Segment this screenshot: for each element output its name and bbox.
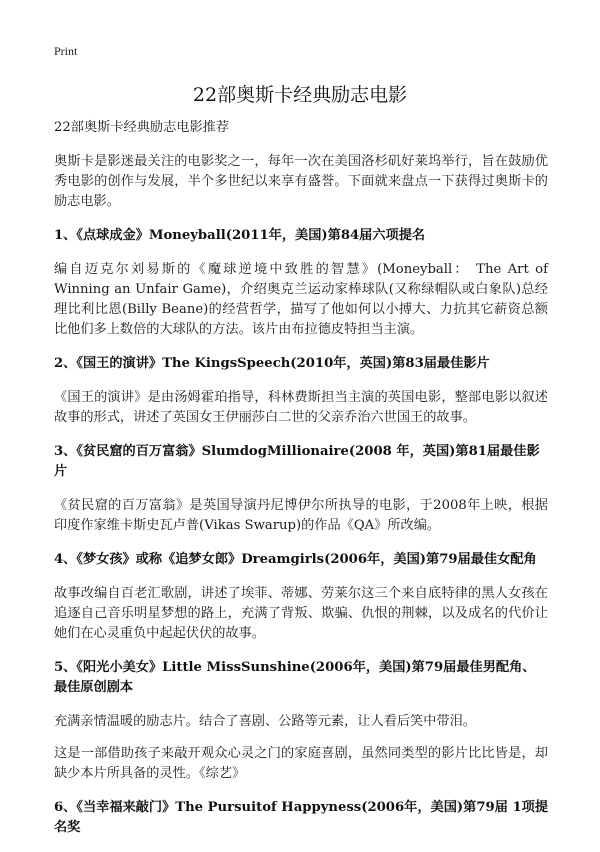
- section-paragraph: 《贫民窟的百万富翁》是英国导演丹尼博伊尔所执导的电影，于2008年上映，根据印度作家维卡斯史瓦卢普(Vikas Swarup)的作品《QA》所改编。: [54, 498, 548, 533]
- section-paragraph: 编自迈克尔刘易斯的《魔球逆境中致胜的智慧》(Moneyball： The Art of Winning an Unfair Game)，介绍奥克兰运动家棒球队(又称绿帽队或白象队)总经理比利比恩(Billy Beane)的经营哲学，描写了他如何以小搏大、力抗其它薪资总额比他们多上数倍的大球队的方法。该片由布拉德皮特担当主演。: [54, 262, 548, 337]
- section-5: [54, 658, 548, 784]
- section-paragraph: 充满亲情温暖的励志片。结合了喜剧、公路等元素，让人看后笑中带泪。: [54, 714, 476, 729]
- section-paragraph: 这是一部借助孩子来敲开观众心灵之门的家庭喜剧，虽然同类型的影片比比皆是，却缺少本片所具备的灵性。《综艺》: [54, 746, 548, 781]
- section-heading: 2、《国王的演讲》The KingsSpeech(2010年，英国)第83届最佳影片: [54, 356, 490, 371]
- section-heading: 4、《梦女孩》或称《追梦女郎》Dreamgirls(2006年，美国)第79届最佳女配角: [54, 552, 537, 567]
- section-paragraph: 《国王的演讲》是由汤姆霍珀指导，科林费斯担当主演的英国电影，整部电影以叙述故事的形式，讲述了英国女王伊丽莎白二世的父亲乔治六世国王的故事。: [54, 390, 548, 425]
- section-heading: 5、《阳光小美女》Little MissSunshine(2006年，美国)第79届最佳男配角、最佳原创剧本: [54, 660, 536, 695]
- article-body: [54, 118, 548, 852]
- section-heading: 6、《当幸福来敲门》The Pursuitof Happyness(2006年，美国)第79届 1项提名奖: [54, 800, 549, 835]
- section-heading: 1、《点球成金》Moneyball(2011年，美国)第84届六项提名: [54, 228, 426, 243]
- print-link[interactable]: Print: [54, 44, 78, 58]
- section-6: [54, 798, 548, 838]
- page-title: 22部奥斯卡经典励志电影: [192, 84, 408, 106]
- article-intro: 奥斯卡是影迷最关注的电影奖之一，每年一次在美国洛杉矶好莱坞举行，旨在鼓励优秀电影的创作与发展，半个多世纪以来享有盛誉。下面就来盘点一下获得过奥斯卡的励志电影。: [54, 154, 548, 209]
- section-3: [54, 442, 548, 536]
- section-1: [54, 226, 548, 340]
- article-subtitle: 22部奥斯卡经典励志电影推荐: [54, 120, 230, 135]
- section-4: [54, 550, 548, 644]
- section-paragraph: 故事改编自百老汇歌剧，讲述了埃菲、蒂娜、劳莱尔这三个来自底特律的黑人女孩在追逐自己音乐明星梦想的路上，充满了背叛、欺骗、仇恨的荆棘，以及成名的代价让她们在心灵重负中起起伏伏的故事。: [54, 586, 548, 641]
- section-2: [54, 354, 548, 428]
- section-heading: 3、《贫民窟的百万富翁》SlumdogMillionaire(2008 年，英国)第81届最佳影片: [54, 444, 540, 479]
